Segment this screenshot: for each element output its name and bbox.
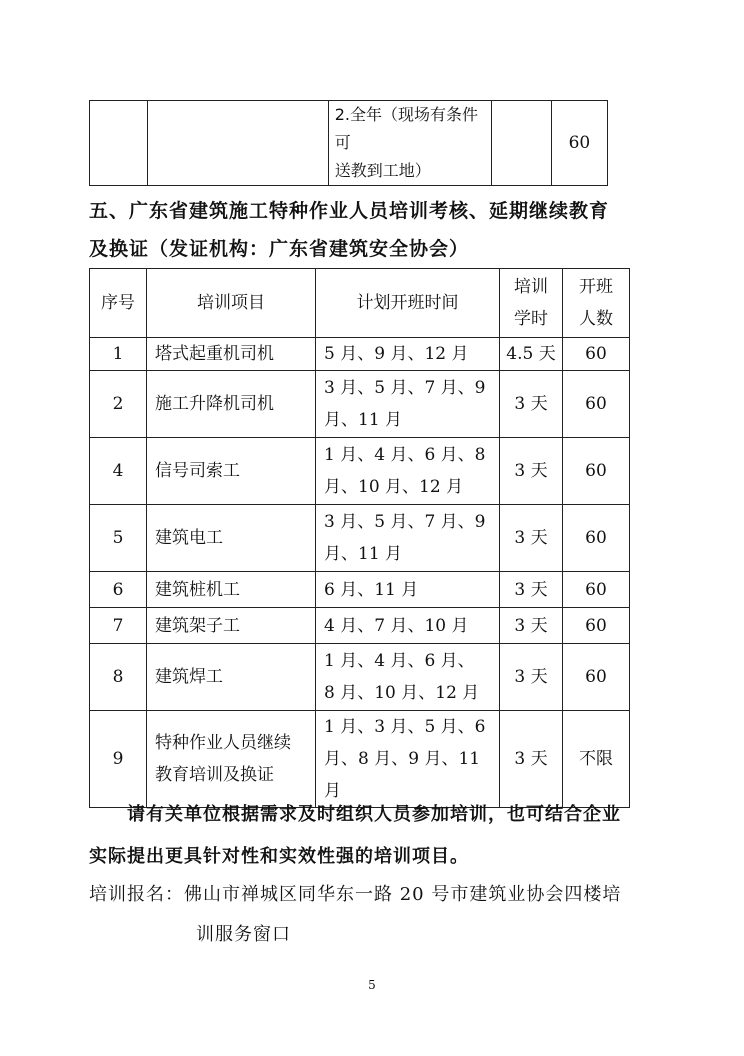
hours-cell: 3 天 — [500, 644, 563, 711]
capacity-cell: 60 — [563, 572, 630, 608]
hours-cell: 3 天 — [500, 572, 563, 608]
schedule-line: 1 月、4 月、6 月、 — [324, 651, 475, 671]
table-row — [90, 101, 608, 186]
item-cell — [147, 572, 316, 608]
schedule-cell — [316, 644, 500, 711]
schedule-line: 月、10 月、12 月 — [324, 477, 464, 497]
seq-cell — [90, 101, 148, 186]
hours-cell: 4.5 天 — [500, 338, 563, 371]
table-row — [90, 572, 630, 608]
schedule-line: 4 月、7 月、10 月 — [324, 615, 469, 636]
table-row — [90, 338, 630, 371]
note-paragraph-line1: 请有关单位根据需求及时组织人员参加培训，也可结合企业 — [127, 804, 621, 825]
item-line: 建筑桩机工 — [155, 579, 240, 600]
table-row — [90, 505, 630, 572]
schedule-line: 1 月、4 月、6 月、8 — [324, 445, 486, 465]
hours-cell: 3 天 — [500, 608, 563, 644]
schedule-line: 8 月、10 月、12 月 — [324, 683, 480, 703]
schedule-cell — [316, 371, 500, 438]
schedule-line: 月、8 月、9 月、11 月 — [324, 749, 481, 801]
seq-cell: 7 — [90, 608, 147, 644]
header-schedule: 计划开班时间 — [316, 269, 500, 338]
hours-cell: 3 天 — [500, 438, 563, 505]
hours-cell — [492, 101, 551, 186]
item-line: 建筑架子工 — [155, 615, 240, 636]
previous-table — [89, 100, 608, 186]
schedule-cell — [328, 101, 492, 186]
table-row — [90, 371, 630, 438]
schedule-line: 6 月、11 月 — [324, 579, 419, 600]
schedule-line: 月、11 月 — [324, 544, 403, 564]
capacity-cell: 60 — [563, 644, 630, 711]
header-seq: 序号 — [90, 269, 147, 338]
item-line: 建筑电工 — [155, 528, 223, 548]
capacity-cell: 60 — [563, 338, 630, 371]
seq-cell: 4 — [90, 438, 147, 505]
schedule-line: 2.全年（现场有条件可 — [334, 105, 478, 152]
schedule-line: 送教到工地） — [334, 161, 431, 180]
table-row — [90, 608, 630, 644]
item-cell — [147, 644, 316, 711]
schedule-line: 月、11 月 — [324, 410, 403, 430]
item-line: 施工升降机司机 — [155, 394, 274, 414]
seq-cell: 9 — [90, 711, 147, 808]
seq-cell: 8 — [90, 644, 147, 711]
table-row — [90, 438, 630, 505]
item-cell — [147, 338, 316, 371]
header-hours-line: 培训 — [514, 277, 548, 297]
note-paragraph-line2: 实际提出更具针对性和实效性强的培训项目。 — [89, 846, 469, 867]
item-line: 特种作业人员继续 — [155, 733, 291, 753]
schedule-line: 3 月、5 月、7 月、9 — [324, 378, 486, 398]
item-cell — [147, 505, 316, 572]
header-capacity-line: 人数 — [579, 309, 613, 329]
schedule-line: 3 月、5 月、7 月、9 — [324, 512, 486, 532]
seq-cell: 5 — [90, 505, 147, 572]
item-cell — [147, 101, 328, 186]
hours-cell: 3 天 — [500, 371, 563, 438]
capacity-cell: 60 — [563, 371, 630, 438]
header-hours-line: 学时 — [514, 309, 548, 329]
schedule-cell — [316, 711, 500, 808]
item-cell — [147, 371, 316, 438]
table-row — [90, 644, 630, 711]
seq-cell: 2 — [90, 371, 147, 438]
capacity-cell: 不限 — [563, 711, 630, 808]
table-header-row — [90, 269, 630, 338]
schedule-cell — [316, 438, 500, 505]
training-table — [89, 268, 630, 808]
capacity-cell: 60 — [563, 608, 630, 644]
header-capacity-line: 开班 — [579, 277, 613, 297]
schedule-line: 1 月、3 月、5 月、6 — [324, 717, 486, 737]
header-hours — [500, 269, 563, 338]
page-number: 5 — [368, 978, 376, 992]
schedule-line: 5 月、9 月、12 月 — [324, 344, 469, 364]
schedule-cell — [316, 338, 500, 371]
signup-line2: 训服务窗口 — [196, 924, 291, 945]
item-line: 塔式起重机司机 — [155, 344, 274, 364]
hours-cell: 3 天 — [500, 505, 563, 572]
capacity-cell: 60 — [551, 101, 607, 186]
section-heading-line2: 及换证（发证机构：广东省建筑安全协会） — [89, 238, 470, 260]
item-line: 信号司索工 — [155, 461, 240, 481]
item-line: 教育培训及换证 — [155, 765, 274, 785]
section-heading-line1: 五、广东省建筑施工特种作业人员培训考核、延期继续教育 — [89, 200, 610, 222]
header-item: 培训项目 — [147, 269, 316, 338]
signup-line1: 培训报名：佛山市禅城区同华东一路 20 号市建筑业协会四楼培 — [89, 884, 622, 905]
capacity-cell: 60 — [563, 438, 630, 505]
item-cell — [147, 711, 316, 808]
item-cell — [147, 438, 316, 505]
schedule-cell — [316, 505, 500, 572]
seq-cell: 6 — [90, 572, 147, 608]
seq-cell: 1 — [90, 338, 147, 371]
item-line: 建筑焊工 — [155, 667, 223, 687]
header-capacity — [563, 269, 630, 338]
item-cell — [147, 608, 316, 644]
schedule-cell — [316, 608, 500, 644]
hours-cell: 3 天 — [500, 711, 563, 808]
schedule-cell — [316, 572, 500, 608]
table-row — [90, 711, 630, 808]
capacity-cell: 60 — [563, 505, 630, 572]
